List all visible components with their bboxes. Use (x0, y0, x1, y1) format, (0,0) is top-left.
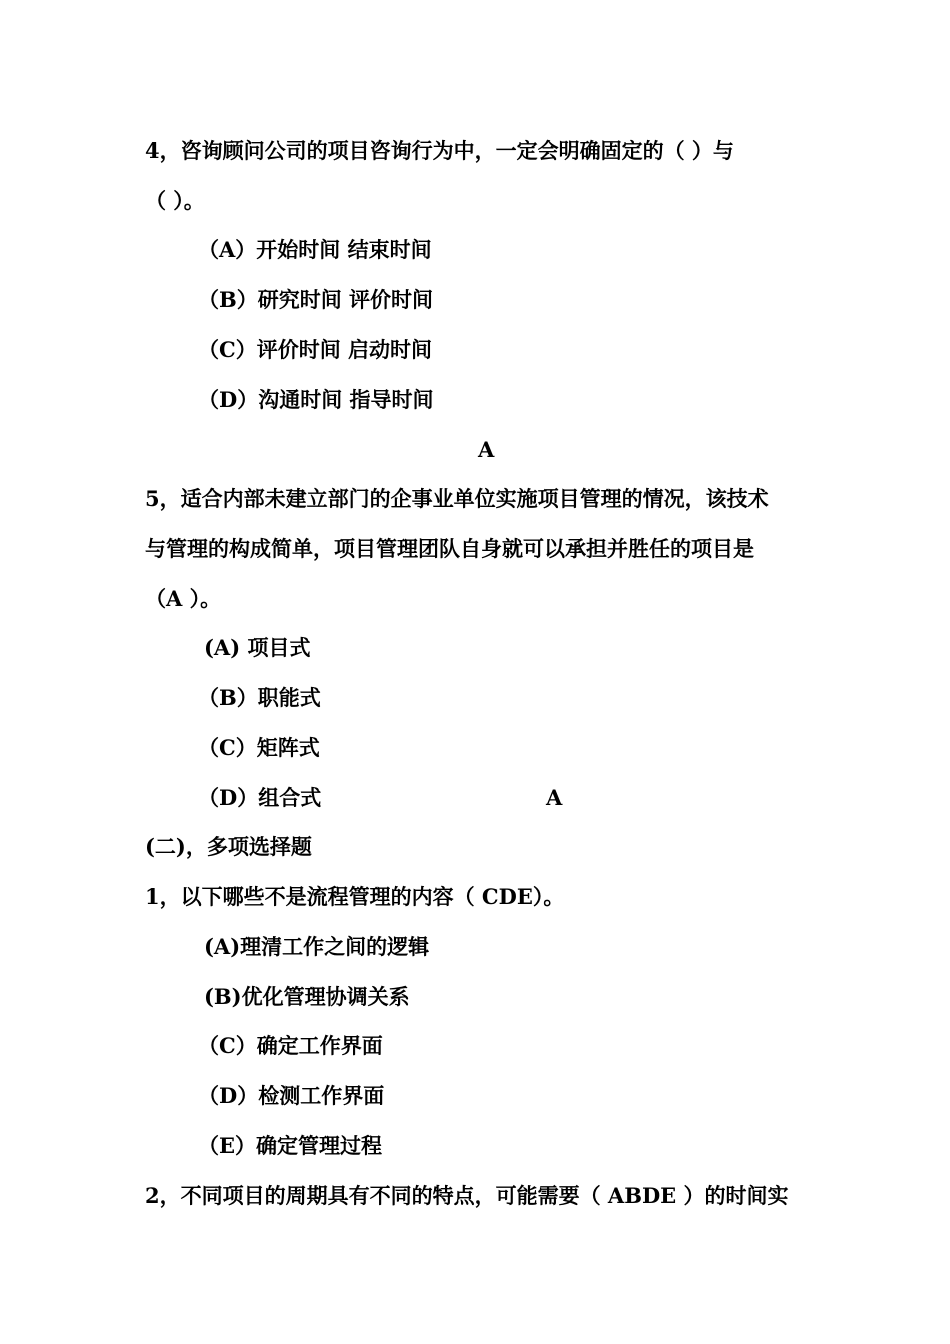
question-4-text-cont: （ ）。 (145, 188, 205, 213)
mc-question-1-option-e: （E）确定管理过程 (198, 1133, 383, 1158)
question-5-answer: A (546, 785, 563, 810)
question-5-text-end: （A ）。 (145, 586, 222, 611)
mc-question-1-option-b: (B)优化管理协调关系 (204, 984, 410, 1009)
question-5-text: 5，适合内部未建立部门的企事业单位实施项目管理的情况，该技术 (145, 486, 769, 511)
question-4-option-b: （B）研究时间 评价时间 (198, 287, 434, 312)
question-4-answer: A (478, 437, 495, 462)
mc-question-1-text: 1，以下哪些不是流程管理的内容（ CDE）。 (145, 884, 565, 909)
question-5-option-c: （C）矩阵式 (198, 735, 320, 760)
question-4-option-a: （A）开始时间 结束时间 (198, 237, 432, 262)
mc-question-2-text: 2，不同项目的周期具有不同的特点，可能需要（ ABDE ）的时间实 (145, 1183, 789, 1208)
question-4-text: 4，咨询顾问公司的项目咨询行为中，一定会明确固定的（ ）与 (145, 138, 734, 163)
mc-question-1-option-c: （C）确定工作界面 (198, 1033, 383, 1058)
mc-question-1-option-d: （D）检测工作界面 (198, 1083, 385, 1108)
question-5-option-a: (A) 项目式 (204, 635, 311, 660)
question-5-option-d: （D）组合式 (198, 785, 322, 810)
question-5-text-cont: 与管理的构成简单，项目管理团队自身就可以承担并胜任的项目是 (145, 536, 754, 561)
question-4-option-c: （C）评价时间 启动时间 (198, 337, 433, 362)
question-5-option-b: （B）职能式 (198, 685, 321, 710)
question-4-option-d: （D）沟通时间 指导时间 (198, 387, 434, 412)
mc-question-1-option-a: (A)理清工作之间的逻辑 (204, 934, 430, 959)
section-heading-multiple-choice: (二)，多项选择题 (145, 834, 312, 859)
